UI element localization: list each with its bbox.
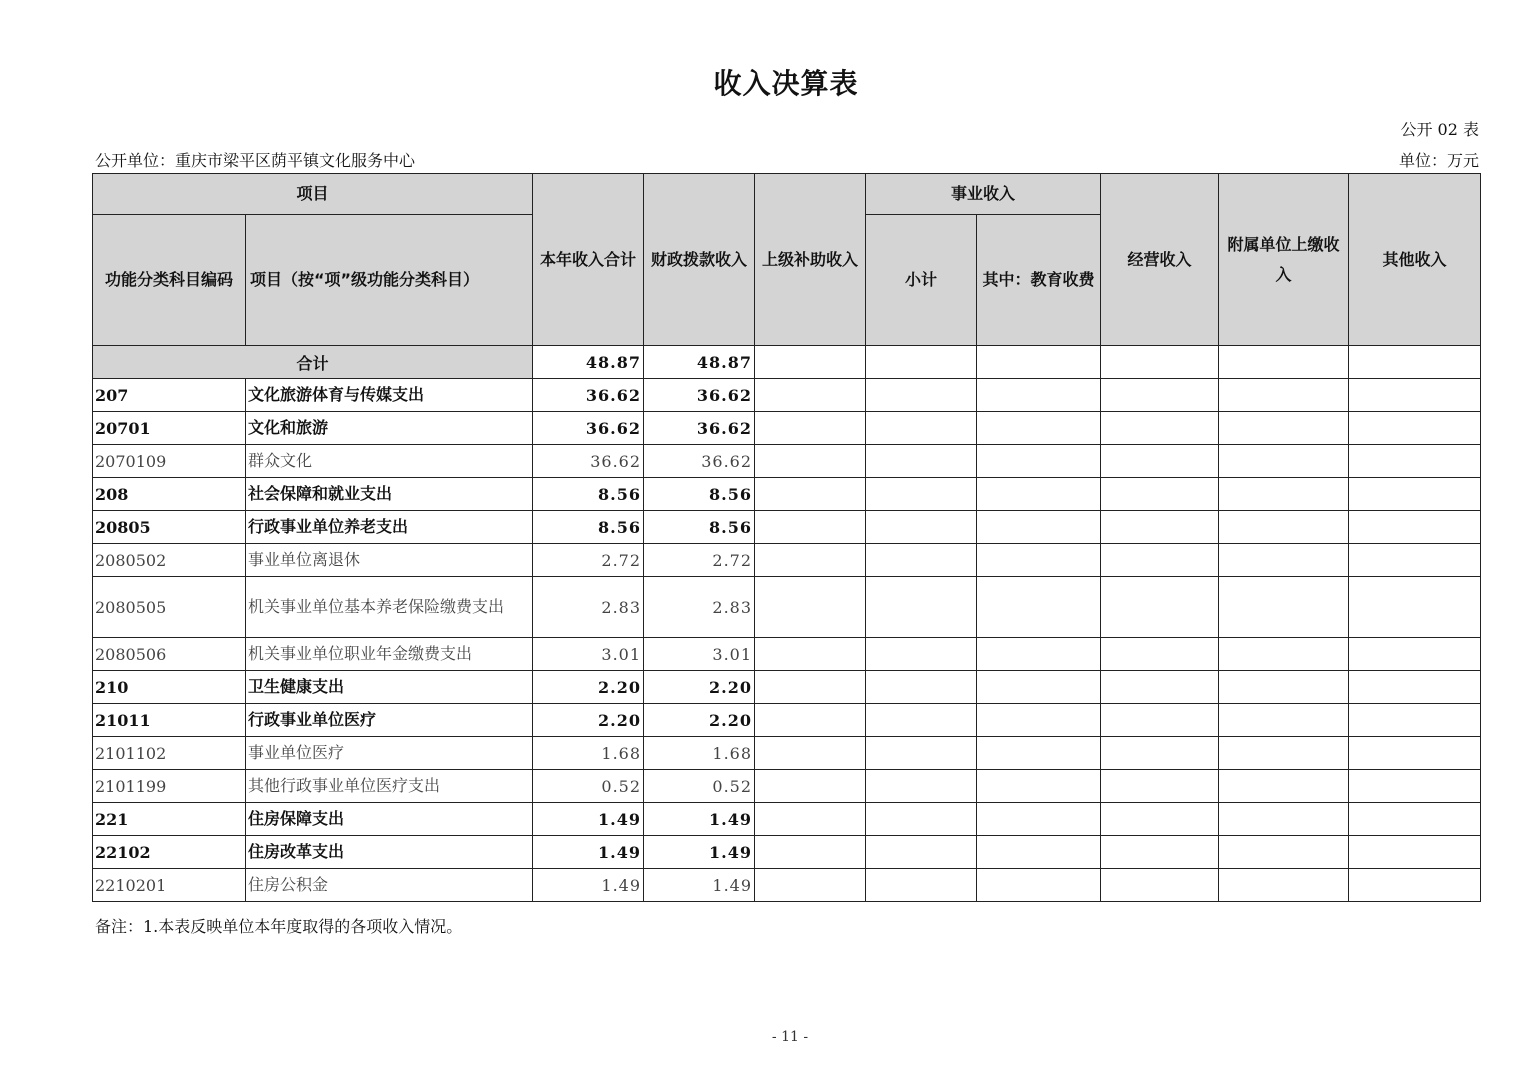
table-row: [93, 704, 1481, 737]
cell-subtotal: [866, 544, 977, 577]
cell-other: [1349, 511, 1481, 544]
cell-fiscal: 3.01: [644, 638, 755, 671]
cell-code: 2101102: [93, 737, 246, 770]
cell-fiscal: 36.62: [644, 379, 755, 412]
cell-code: 20701: [93, 412, 246, 445]
cell-code: 207: [93, 379, 246, 412]
table-row: [93, 671, 1481, 704]
income-statement-table: [92, 173, 1481, 902]
cell-superior: [755, 511, 866, 544]
cell-code: 22102: [93, 836, 246, 869]
cell-total-income: 8.56: [533, 478, 644, 511]
cell-subtotal: [866, 704, 977, 737]
cell-fiscal: 2.72: [644, 544, 755, 577]
cell-superior: [755, 770, 866, 803]
header-code: 功能分类科目编码: [93, 215, 246, 346]
cell-affiliated: [1219, 737, 1349, 770]
header-subtotal: 小计: [866, 215, 977, 346]
header-business-income: 事业收入: [866, 174, 1101, 215]
cell-subtotal: [866, 511, 977, 544]
cell-item-name: 行政事业单位医疗: [246, 704, 533, 737]
cell-subtotal: [866, 577, 977, 638]
total-operating-value: [1101, 346, 1219, 379]
cell-fiscal: 2.20: [644, 704, 755, 737]
total-superior-value: [755, 346, 866, 379]
cell-other: [1349, 836, 1481, 869]
cell-total-income: 36.62: [533, 445, 644, 478]
cell-superior: [755, 803, 866, 836]
cell-fiscal: 2.83: [644, 577, 755, 638]
cell-edu-fee: [977, 869, 1101, 902]
header-total-income: 本年收入合计: [533, 174, 644, 346]
cell-fiscal: 36.62: [644, 412, 755, 445]
cell-edu-fee: [977, 770, 1101, 803]
cell-affiliated: [1219, 478, 1349, 511]
cell-other: [1349, 638, 1481, 671]
cell-item-name: 群众文化: [246, 445, 533, 478]
cell-superior: [755, 544, 866, 577]
cell-item-name: 住房保障支出: [246, 803, 533, 836]
total-affiliated-value: [1219, 346, 1349, 379]
total-row: [93, 346, 1481, 379]
cell-total-income: 0.52: [533, 770, 644, 803]
cell-code: 2070109: [93, 445, 246, 478]
cell-affiliated: [1219, 803, 1349, 836]
cell-operating: [1101, 836, 1219, 869]
cell-operating: [1101, 544, 1219, 577]
cell-code: 221: [93, 803, 246, 836]
cell-affiliated: [1219, 770, 1349, 803]
cell-affiliated: [1219, 671, 1349, 704]
form-number: 公开 02 表: [1400, 120, 1479, 139]
cell-code: 2080502: [93, 544, 246, 577]
cell-total-income: 3.01: [533, 638, 644, 671]
cell-edu-fee: [977, 638, 1101, 671]
cell-total-income: 36.62: [533, 379, 644, 412]
cell-edu-fee: [977, 478, 1101, 511]
cell-superior: [755, 379, 866, 412]
cell-code: 21011: [93, 704, 246, 737]
table-row: [93, 379, 1481, 412]
cell-code: 210: [93, 671, 246, 704]
cell-item-name: 事业单位医疗: [246, 737, 533, 770]
cell-superior: [755, 445, 866, 478]
cell-other: [1349, 803, 1481, 836]
cell-fiscal: 0.52: [644, 770, 755, 803]
cell-affiliated: [1219, 577, 1349, 638]
cell-subtotal: [866, 638, 977, 671]
cell-affiliated: [1219, 379, 1349, 412]
cell-fiscal: 36.62: [644, 445, 755, 478]
table-row: [93, 869, 1481, 902]
cell-other: [1349, 577, 1481, 638]
cell-item-name: 机关事业单位基本养老保险缴费支出: [246, 577, 533, 638]
cell-other: [1349, 737, 1481, 770]
cell-item-name: 社会保障和就业支出: [246, 478, 533, 511]
cell-fiscal: 1.49: [644, 803, 755, 836]
cell-code: 2210201: [93, 869, 246, 902]
cell-code: 20805: [93, 511, 246, 544]
page-title: 收入决算表: [713, 67, 859, 100]
cell-superior: [755, 671, 866, 704]
cell-other: [1349, 770, 1481, 803]
cell-code: 208: [93, 478, 246, 511]
table-row: [93, 478, 1481, 511]
cell-edu-fee: [977, 412, 1101, 445]
cell-subtotal: [866, 671, 977, 704]
cell-edu-fee: [977, 704, 1101, 737]
table-row: [93, 737, 1481, 770]
cell-item-name: 文化和旅游: [246, 412, 533, 445]
cell-total-income: 8.56: [533, 511, 644, 544]
cell-item-name: 行政事业单位养老支出: [246, 511, 533, 544]
cell-other: [1349, 445, 1481, 478]
cell-total-income: 2.83: [533, 577, 644, 638]
cell-subtotal: [866, 836, 977, 869]
table-row: [93, 412, 1481, 445]
cell-operating: [1101, 803, 1219, 836]
cell-affiliated: [1219, 511, 1349, 544]
cell-item-name: 住房改革支出: [246, 836, 533, 869]
cell-other: [1349, 704, 1481, 737]
total-other-value: [1349, 346, 1481, 379]
cell-total-income: 2.20: [533, 671, 644, 704]
cell-operating: [1101, 638, 1219, 671]
cell-edu-fee: [977, 737, 1101, 770]
cell-edu-fee: [977, 511, 1101, 544]
cell-superior: [755, 478, 866, 511]
cell-edu-fee: [977, 836, 1101, 869]
table-row: [93, 577, 1481, 638]
footnote: 备注：1.本表反映单位本年度取得的各项收入情况。: [95, 917, 463, 936]
cell-subtotal: [866, 412, 977, 445]
header-operating-income: 经营收入: [1101, 174, 1219, 346]
cell-item-name: 住房公积金: [246, 869, 533, 902]
cell-other: [1349, 869, 1481, 902]
cell-code: 2080505: [93, 577, 246, 638]
total-fiscal-value: 48.87: [644, 346, 755, 379]
cell-total-income: 1.49: [533, 869, 644, 902]
header-superior-subsidy: 上级补助收入: [755, 174, 866, 346]
header-education-fee: 其中：教育收费: [977, 215, 1101, 346]
cell-superior: [755, 704, 866, 737]
cell-superior: [755, 638, 866, 671]
table-row: [93, 511, 1481, 544]
cell-subtotal: [866, 770, 977, 803]
total-subtotal-value: [866, 346, 977, 379]
cell-operating: [1101, 412, 1219, 445]
cell-operating: [1101, 511, 1219, 544]
cell-subtotal: [866, 379, 977, 412]
cell-other: [1349, 544, 1481, 577]
cell-operating: [1101, 577, 1219, 638]
cell-superior: [755, 869, 866, 902]
cell-affiliated: [1219, 412, 1349, 445]
cell-edu-fee: [977, 445, 1101, 478]
cell-other: [1349, 412, 1481, 445]
cell-superior: [755, 577, 866, 638]
cell-fiscal: 1.68: [644, 737, 755, 770]
cell-affiliated: [1219, 704, 1349, 737]
cell-subtotal: [866, 737, 977, 770]
cell-superior: [755, 412, 866, 445]
cell-total-income: 1.49: [533, 836, 644, 869]
cell-subtotal: [866, 478, 977, 511]
cell-total-income: 2.20: [533, 704, 644, 737]
cell-item-name: 机关事业单位职业年金缴费支出: [246, 638, 533, 671]
header-other-income: 其他收入: [1349, 174, 1481, 346]
cell-code: 2101199: [93, 770, 246, 803]
cell-fiscal: 8.56: [644, 478, 755, 511]
cell-subtotal: [866, 869, 977, 902]
cell-fiscal: 8.56: [644, 511, 755, 544]
cell-item-name: 文化旅游体育与传媒支出: [246, 379, 533, 412]
cell-edu-fee: [977, 544, 1101, 577]
table-row: [93, 445, 1481, 478]
cell-affiliated: [1219, 544, 1349, 577]
table-row: [93, 770, 1481, 803]
cell-edu-fee: [977, 577, 1101, 638]
cell-fiscal: 2.20: [644, 671, 755, 704]
cell-operating: [1101, 379, 1219, 412]
cell-subtotal: [866, 445, 977, 478]
header-item-name: 项目（按“项”级功能分类科目）: [246, 215, 533, 346]
cell-subtotal: [866, 803, 977, 836]
header-fiscal-allocation: 财政拨款收入: [644, 174, 755, 346]
cell-operating: [1101, 869, 1219, 902]
total-edu-fee-value: [977, 346, 1101, 379]
cell-total-income: 1.49: [533, 803, 644, 836]
cell-other: [1349, 379, 1481, 412]
cell-fiscal: 1.49: [644, 869, 755, 902]
cell-item-name: 其他行政事业单位医疗支出: [246, 770, 533, 803]
cell-operating: [1101, 770, 1219, 803]
cell-superior: [755, 836, 866, 869]
page-number: - 11 -: [771, 1029, 809, 1045]
cell-affiliated: [1219, 445, 1349, 478]
cell-item-name: 卫生健康支出: [246, 671, 533, 704]
reporting-unit: 公开单位：重庆市梁平区荫平镇文化服务中心: [95, 151, 416, 170]
table-row: [93, 836, 1481, 869]
cell-total-income: 1.68: [533, 737, 644, 770]
cell-affiliated: [1219, 836, 1349, 869]
total-income-value: 48.87: [533, 346, 644, 379]
cell-other: [1349, 478, 1481, 511]
cell-operating: [1101, 737, 1219, 770]
cell-edu-fee: [977, 803, 1101, 836]
cell-affiliated: [1219, 869, 1349, 902]
currency-unit: 单位：万元: [1398, 151, 1479, 170]
cell-operating: [1101, 445, 1219, 478]
cell-operating: [1101, 704, 1219, 737]
table-row: [93, 544, 1481, 577]
cell-operating: [1101, 671, 1219, 704]
cell-total-income: 2.72: [533, 544, 644, 577]
cell-superior: [755, 737, 866, 770]
cell-item-name: 事业单位离退休: [246, 544, 533, 577]
cell-other: [1349, 671, 1481, 704]
cell-total-income: 36.62: [533, 412, 644, 445]
cell-operating: [1101, 478, 1219, 511]
cell-affiliated: [1219, 638, 1349, 671]
total-label: 合计: [93, 346, 533, 379]
table-row: [93, 803, 1481, 836]
table-row: [93, 638, 1481, 671]
cell-fiscal: 1.49: [644, 836, 755, 869]
header-project: 项目: [93, 174, 533, 215]
cell-edu-fee: [977, 379, 1101, 412]
header-affiliated-income: 附属单位上缴收入: [1219, 174, 1349, 346]
cell-edu-fee: [977, 671, 1101, 704]
cell-code: 2080506: [93, 638, 246, 671]
